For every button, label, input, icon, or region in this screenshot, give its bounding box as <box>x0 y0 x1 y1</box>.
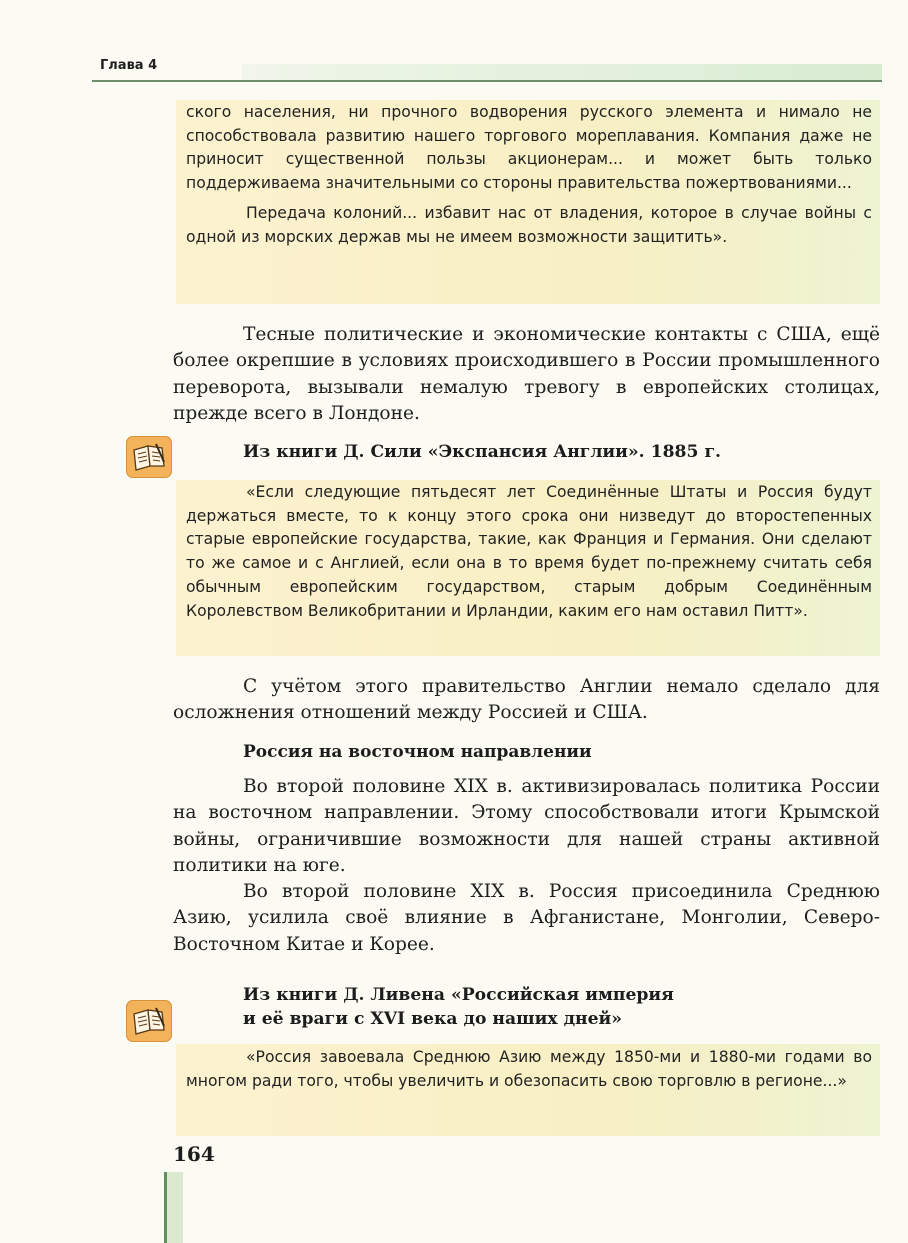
quote-box-lieven <box>176 1044 880 1136</box>
quote-paragraph: ского населения, ни прочного водворения русского элемента и нимало не способствовала развитию нашего торгового мореплавания. Компания даже не приносит существенной пользы акционерам... и может быть только поддерживаема значительными со стороны правительства пожертвованиями... <box>186 103 872 193</box>
quote-box-seeley <box>176 480 880 656</box>
section-title: Россия на восточном направлении <box>243 742 592 762</box>
page-header <box>92 52 882 82</box>
source-title-line: Из книги Д. Ливена «Российская империя <box>243 985 674 1005</box>
body-paragraph-contacts <box>173 322 880 427</box>
book-icon <box>126 436 172 478</box>
body-paragraph-england <box>173 674 880 727</box>
source-title: Из книги Д. Сили «Экспансия Англии». 1885 г. <box>243 442 721 462</box>
header-tint <box>242 64 882 80</box>
quote-paragraph: «Если следующие пятьдесят лет Соединённые Штаты и Россия будут держаться вместе, то к концу этого срока они низведут до второстепенных старые европейские государства, такие, как Франция и Германия. Они сделают то же самое и с Англией, если она в то время будет по-прежнему считать себя обычным европейским государством, старым добрым Соединённым Королевством Великобритании и Ирландии, каким его нам оставил Питт». <box>186 483 872 620</box>
paragraph-text: С учётом этого правительство Англии немало сделало для осложнения отношений между Россией и США. <box>173 676 880 724</box>
paragraph-text: Во второй половине XIX в. Россия присоединила Среднюю Азию, усилила своё влияние в Афганистане, Монголии, Северо-Восточном Китае и Корее. <box>173 881 880 955</box>
quote-paragraph: «Россия завоевала Среднюю Азию между 1850-ми и 1880-ми годами во многом ради того, чтобы увеличить и обезопасить свою торговлю в регионе...» <box>186 1048 872 1090</box>
quote-box-company <box>176 100 880 304</box>
paragraph-text: Тесные политические и экономические контакты с США, ещё более окрепшие в условиях происходившего в России промышленного переворота, вызывали немалую тревогу в европейских столицах, прежде всего в Лондоне. <box>173 324 880 424</box>
page-number: 164 <box>173 1142 215 1166</box>
paragraph-text: Во второй половине XIX в. активизировалась политика России на восточном направлении. Этому способствовали итоги Крымской войны, ограничившие возможности для нашей страны активной политики на юге. <box>173 776 880 876</box>
margin-bar <box>164 1172 183 1243</box>
source-title-line: и её враги с XVI века до наших дней» <box>243 1009 623 1029</box>
quote-paragraph: Передача колоний... избавит нас от владения, которое в случае войны с одной из морских держав мы не имеем возможности защитить». <box>186 203 872 246</box>
book-icon <box>126 1000 172 1042</box>
chapter-label: Глава 4 <box>100 58 158 73</box>
source-title <box>243 983 674 1031</box>
section-body <box>173 774 880 958</box>
